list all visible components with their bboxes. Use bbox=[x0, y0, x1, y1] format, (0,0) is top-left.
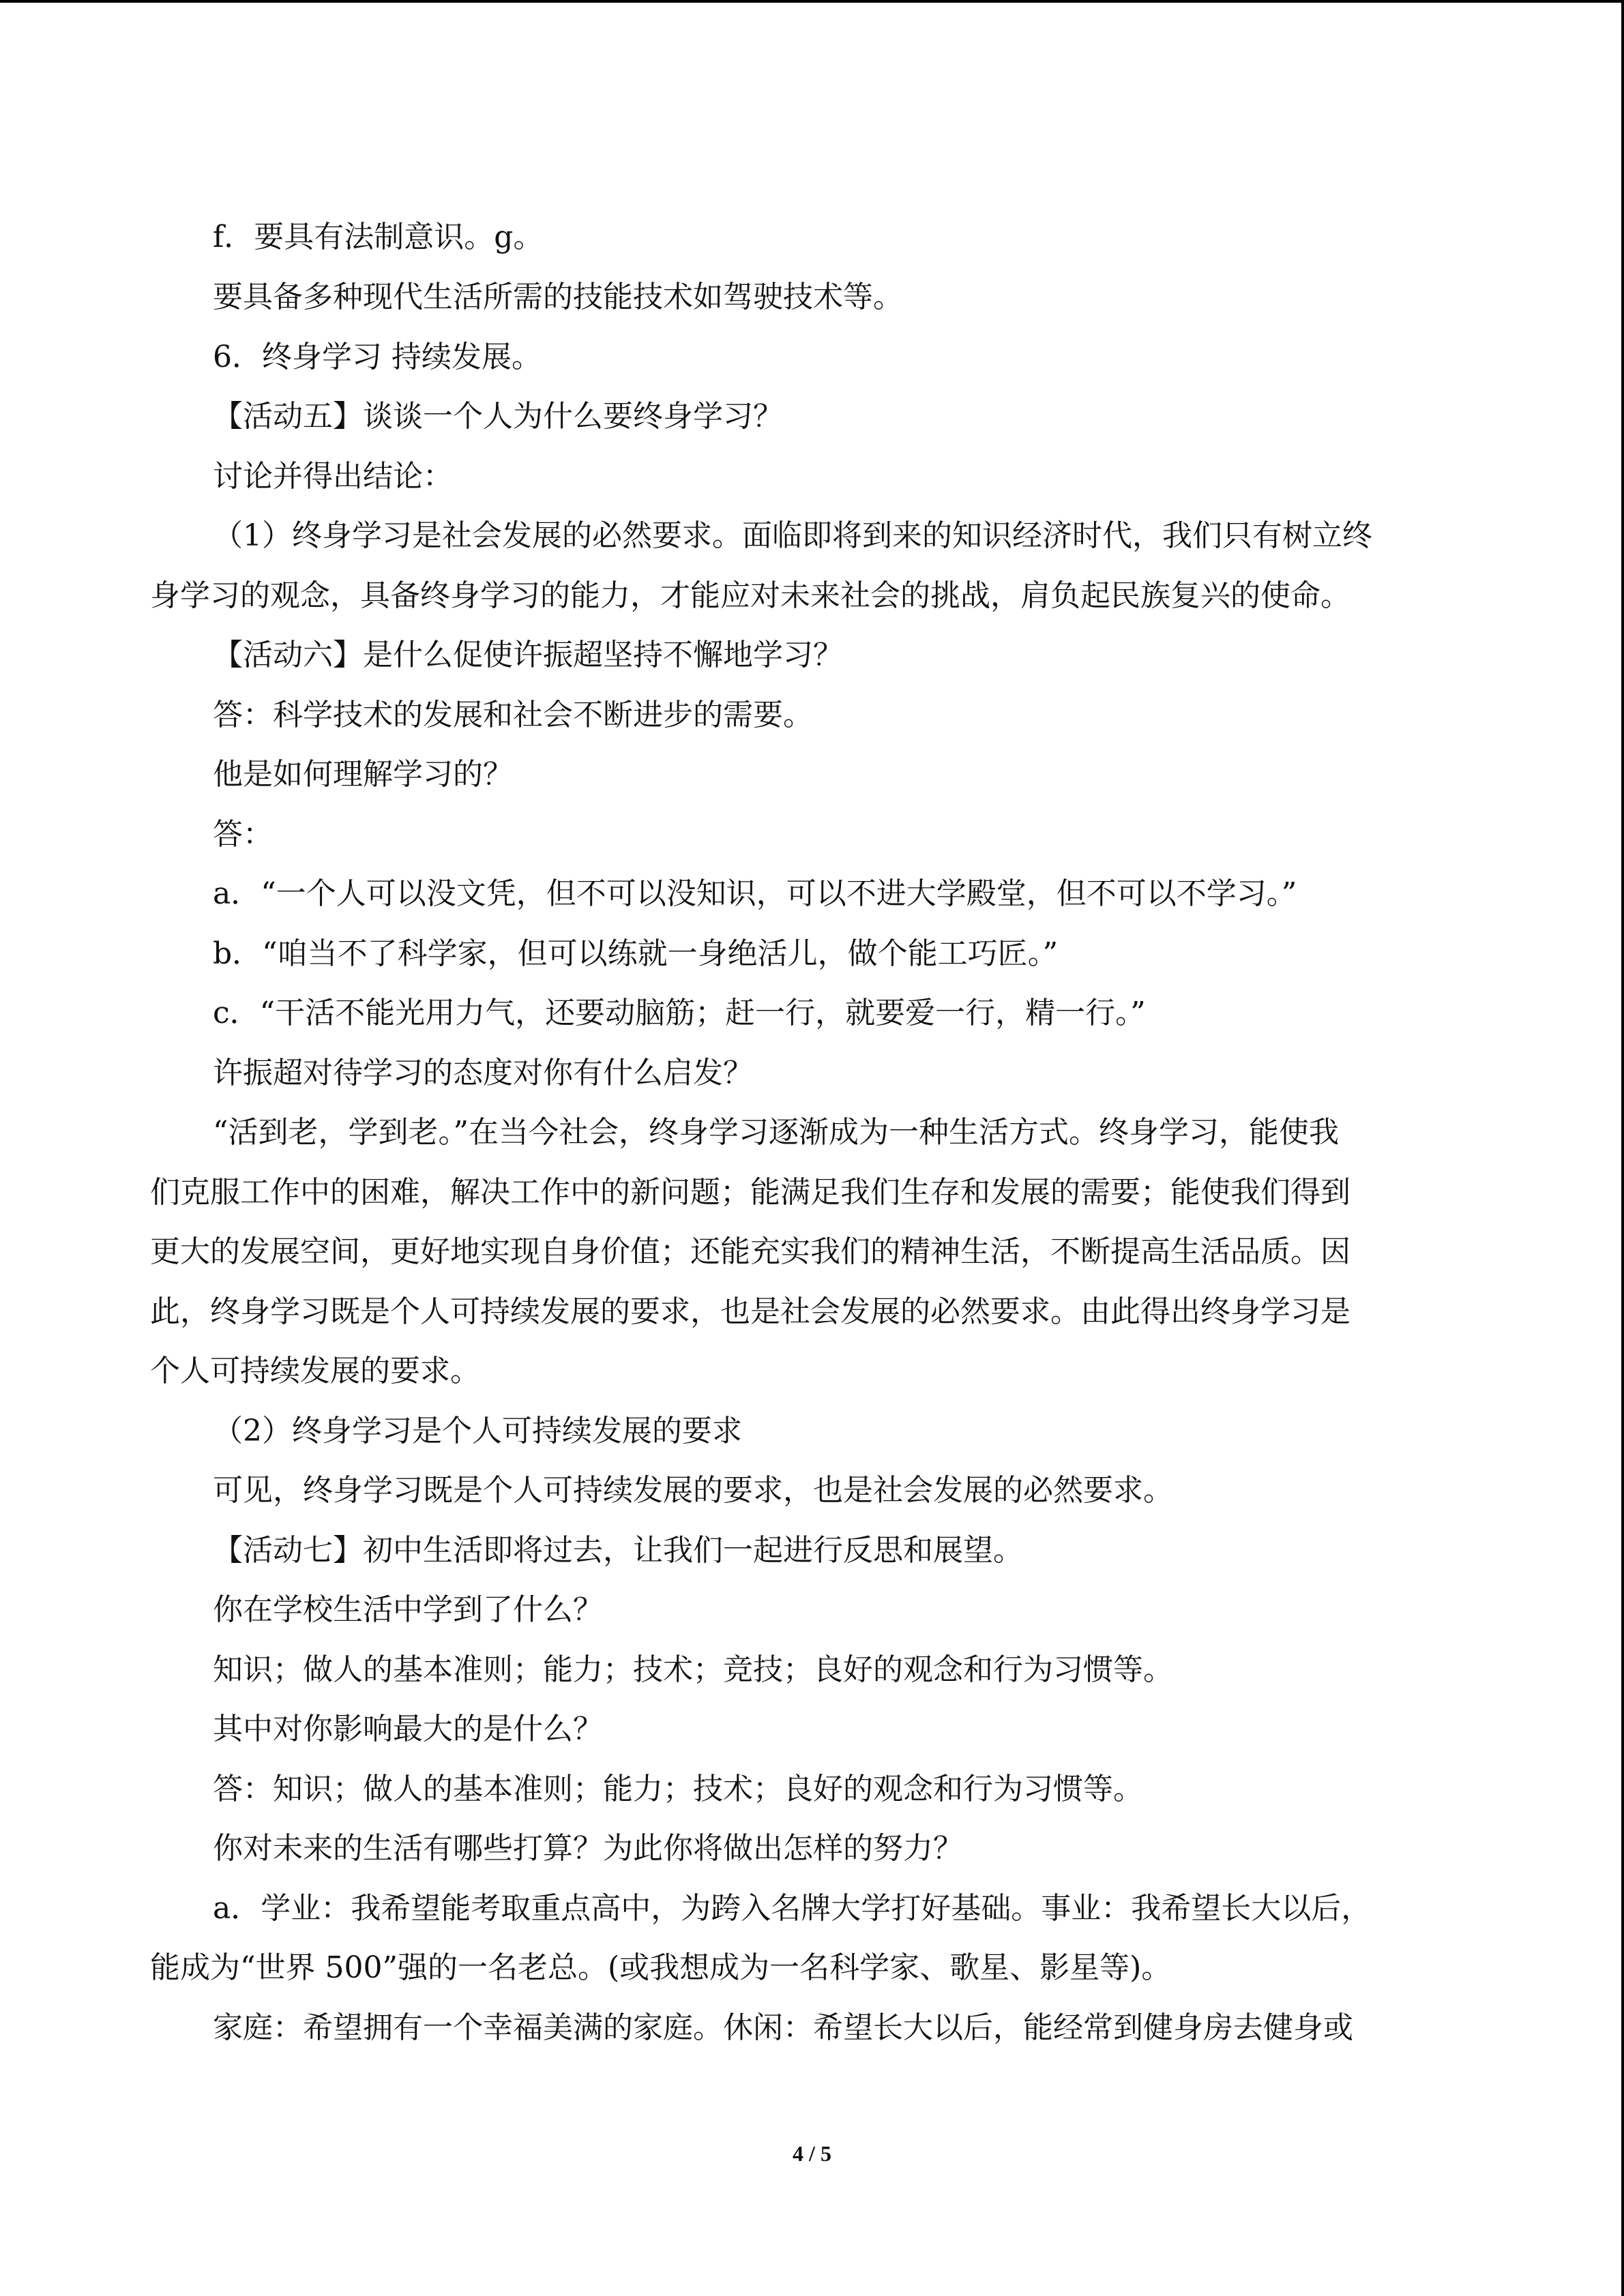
text-line: 要具备多种现代生活所需的技能技术如驾驶技术等。 bbox=[213, 280, 903, 314]
text-line: 其中对你影响最大的是什么？ bbox=[213, 1712, 603, 1746]
text-line: 家庭：希望拥有一个幸福美满的家庭。休闲：希望长大以后，能经常到健身房去健身或 bbox=[213, 2010, 1353, 2045]
text-line: 【活动七】初中生活即将过去，让我们一起进行反思和展望。 bbox=[213, 1533, 1023, 1568]
text-line: 答： bbox=[213, 817, 273, 852]
text-line: 身学习的观念，具备终身学习的能力，才能应对未来社会的挑战，肩负起民族复兴的使命。 bbox=[150, 578, 1350, 613]
text-line: 许振超对待学习的态度对你有什么启发？ bbox=[213, 1056, 753, 1090]
text-line: a．学业：我希望能考取重点高中，为跨入名牌大学打好基础。事业：我希望长大以后， bbox=[213, 1891, 1372, 1926]
text-line: （1）终身学习是社会发展的必然要求。面临即将到来的知识经济时代，我们只有树立终 bbox=[213, 518, 1372, 553]
text-line: 他是如何理解学习的？ bbox=[213, 757, 513, 792]
text-line: 可见，终身学习既是个人可持续发展的要求，也是社会发展的必然要求。 bbox=[213, 1473, 1173, 1508]
text-line: a．“一个人可以没文凭，但不可以没知识，可以不进大学殿堂，但不可以不学习。” bbox=[213, 876, 1297, 911]
text-line: 答：知识；做人的基本准则；能力；技术；良好的观念和行为习惯等。 bbox=[213, 1772, 1143, 1806]
text-line: 你对未来的生活有哪些打算？为此你将做出怎样的努力？ bbox=[213, 1831, 963, 1866]
text-line: 【活动五】谈谈一个人为什么要终身学习？ bbox=[213, 399, 783, 434]
text-line: 能成为“世界 500”强的一名老总。(或我想成为一名科学家、歌星、影星等)。 bbox=[150, 1950, 1172, 1985]
text-line: 讨论并得出结论： bbox=[213, 459, 453, 494]
text-line: 更大的发展空间，更好地实现自身价值；还能充实我们的精神生活，不断提高生活品质。因 bbox=[150, 1234, 1350, 1269]
text-line: 个人可持续发展的要求。 bbox=[150, 1354, 480, 1388]
text-line: f．要具有法制意识。g。 bbox=[213, 220, 544, 254]
text-line: 知识；做人的基本准则；能力；技术；竞技；良好的观念和行为习惯等。 bbox=[213, 1652, 1173, 1687]
text-line: 答：科学技术的发展和社会不断进步的需要。 bbox=[213, 698, 813, 732]
text-line: 6．终身学习 持续发展。 bbox=[213, 340, 542, 374]
text-line: “活到老，学到老。”在当今社会，终身学习逐渐成为一种生活方式。终身学习，能使我 bbox=[213, 1115, 1339, 1150]
text-line: c．“干活不能光用力气，还要动脑筋；赶一行，就要爱一行，精一行。” bbox=[213, 996, 1146, 1030]
text-line: 你在学校生活中学到了什么？ bbox=[213, 1592, 603, 1627]
text-line: 此，终身学习既是个人可持续发展的要求，也是社会发展的必然要求。由此得出终身学习是 bbox=[150, 1294, 1350, 1329]
text-line: 【活动六】是什么促使许振超坚持不懈地学习？ bbox=[213, 638, 843, 672]
text-line: （2）终身学习是个人可持续发展的要求 bbox=[213, 1414, 742, 1448]
text-line: b．“咱当不了科学家，但可以练就一身绝活儿，做个能工巧匠。” bbox=[213, 936, 1059, 971]
page-number: 4 / 5 bbox=[793, 2141, 831, 2166]
text-line: 们克服工作中的困难，解决工作中的新问题；能满足我们生存和发展的需要；能使我们得到 bbox=[150, 1175, 1350, 1210]
